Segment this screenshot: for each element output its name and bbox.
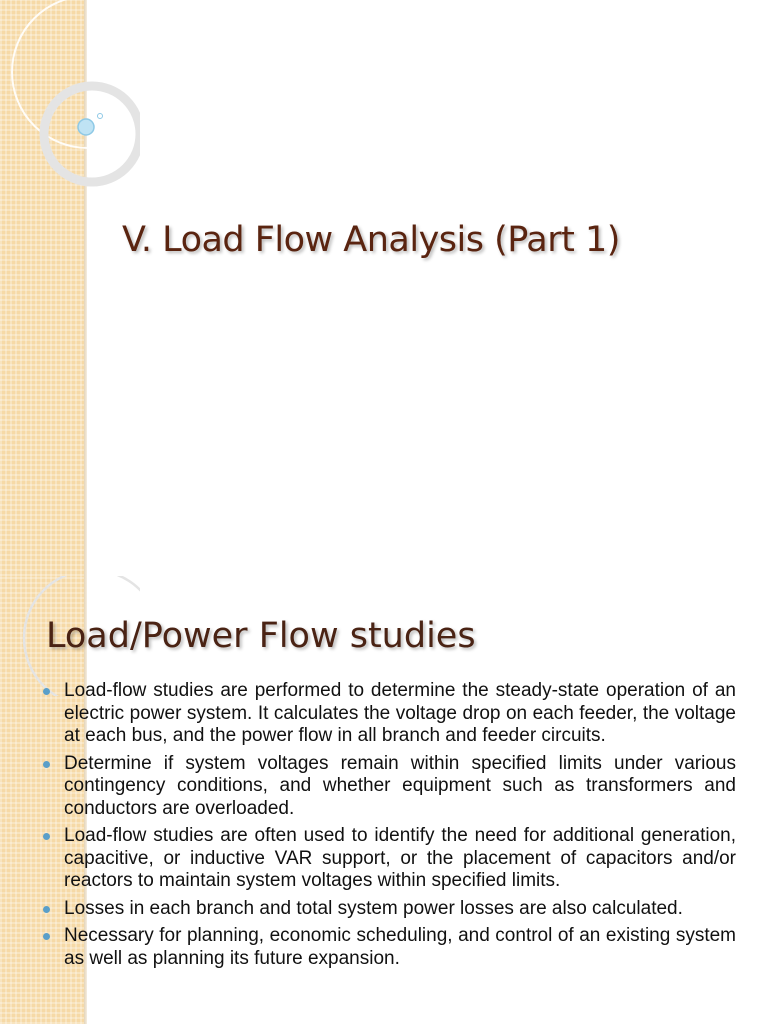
decorative-rings-icon bbox=[0, 0, 140, 200]
bullet-text: Load-flow studies are performed to determine the steady-state operation of an electric power system. It calculates the voltage drop on each feeder, the voltage at each bus, and the power flow in all branch and feeder circuits. bbox=[64, 680, 736, 746]
bullet-text: Determine if system voltages remain within specified limits under various contingency conditions, and whether equipment such as transformers and conductors are overloaded. bbox=[64, 752, 736, 819]
list-item bbox=[42, 898, 736, 921]
bullet-text: Losses in each branch and total system power losses are also calculated. bbox=[64, 897, 683, 919]
slide-title: V. Load Flow Analysis (Part 1) bbox=[122, 220, 620, 260]
bullet-icon bbox=[43, 833, 50, 840]
bullet-list bbox=[42, 680, 736, 975]
list-item bbox=[42, 925, 736, 970]
bullet-icon bbox=[43, 688, 50, 695]
bullet-icon bbox=[43, 906, 50, 913]
list-item bbox=[42, 753, 736, 821]
bullet-text: Necessary for planning, economic scheduling, and control of an existing system as well as planning its future expansion. bbox=[64, 925, 736, 969]
list-item bbox=[42, 825, 736, 893]
bullet-icon bbox=[43, 933, 50, 940]
section-title: Load/Power Flow studies bbox=[46, 616, 476, 656]
bullet-icon bbox=[43, 761, 50, 768]
slide-load-power-flow bbox=[0, 576, 768, 1024]
bullet-text: Load-flow studies are often used to identify the need for additional generation, capacitive, or inductive VAR support, or the placement of capacitors and/or reactors to maintain system voltages within specified limits. bbox=[64, 825, 736, 891]
list-item bbox=[42, 680, 736, 748]
